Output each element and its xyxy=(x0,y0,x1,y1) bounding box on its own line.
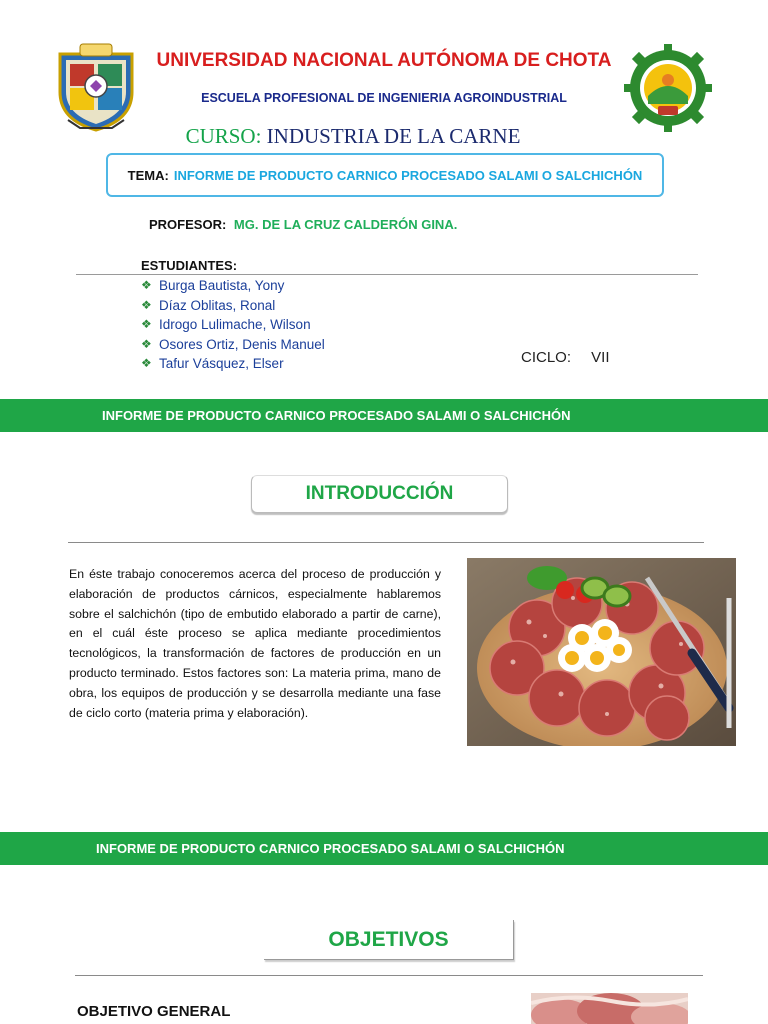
band-title: INFORME DE PRODUCTO CARNICO PROCESADO SALAMI O SALCHICHÓN xyxy=(102,408,571,423)
tema-value: INFORME DE PRODUCTO CARNICO PROCESADO SALAMI O SALCHICHÓN xyxy=(173,167,643,183)
ciclo-label: CICLO: VII xyxy=(521,349,610,366)
ham-slices-image xyxy=(531,993,688,1024)
course-label: CURSO: xyxy=(185,124,262,148)
general-objective-heading: OBJETIVO GENERAL xyxy=(77,1003,231,1020)
students-heading: ESTUDIANTES: xyxy=(141,258,238,273)
list-item xyxy=(141,296,325,316)
course-line xyxy=(0,124,706,149)
student-name: Tafur Vásquez, Elser xyxy=(159,356,284,371)
tema-box xyxy=(106,153,664,197)
section-band xyxy=(0,832,768,865)
school-name: ESCUELA PROFESIONAL DE INGENIERIA AGROINDUSTRIAL xyxy=(201,91,567,105)
student-name: Díaz Oblitas, Ronal xyxy=(159,297,276,313)
profesor-value: MG. DE LA CRUZ CALDERÓN GINA. xyxy=(233,217,458,232)
course-value: INDUSTRIA DE LA CARNE xyxy=(266,124,521,148)
diamond-bullet-icon: ❖ xyxy=(141,297,152,312)
student-name: Osores Ortiz, Denis Manuel xyxy=(159,336,325,352)
list-item xyxy=(141,354,325,374)
diamond-bullet-icon: ❖ xyxy=(141,336,152,351)
list-item xyxy=(141,315,325,335)
students-divider xyxy=(76,274,698,275)
objectives-heading-tab xyxy=(264,920,514,960)
introduction-text: En éste trabajo conoceremos acerca del proceso de producción y elaboración de productos cárnicos, especialmente hablaremos sobre el salchichón (tipo de embutido elaborado a partir de carne), en el cuál éste proceso se aplica mediante procedimientos tecnológicos, la transformación de factores de producción en un producto terminado. Estos factores son: La materia prima, mano de obra, los equipos de producción y se desarrolla mediante una fase de ciclo corto (materia prima y elaboración). xyxy=(69,567,441,720)
introduction-heading: INTRODUCCIÓN xyxy=(305,483,454,504)
student-name: Burga Bautista, Yony xyxy=(159,278,285,293)
band-title: INFORME DE PRODUCTO CARNICO PROCESADO SALAMI O SALCHICHÓN xyxy=(96,841,565,856)
objectives-heading: OBJETIVOS xyxy=(328,927,449,951)
diamond-bullet-icon: ❖ xyxy=(141,278,152,292)
introduction-heading-tab xyxy=(251,475,508,513)
salami-plate-image xyxy=(467,558,736,746)
list-item xyxy=(141,276,325,296)
introduction-divider xyxy=(68,542,704,543)
students-list xyxy=(141,276,325,374)
university-title: UNIVERSIDAD NACIONAL AUTÓNOMA DE CHOTA xyxy=(156,50,612,71)
tema-label: TEMA: xyxy=(127,167,169,183)
objectives-divider xyxy=(75,975,703,976)
diamond-bullet-icon: ❖ xyxy=(141,356,152,370)
list-item xyxy=(141,335,325,355)
diamond-bullet-icon: ❖ xyxy=(141,317,152,331)
section-band xyxy=(0,399,768,432)
profesor-line xyxy=(149,217,457,232)
profesor-label: PROFESOR: xyxy=(149,217,227,232)
student-name: Idrogo Lulimache, Wilson xyxy=(159,317,311,332)
